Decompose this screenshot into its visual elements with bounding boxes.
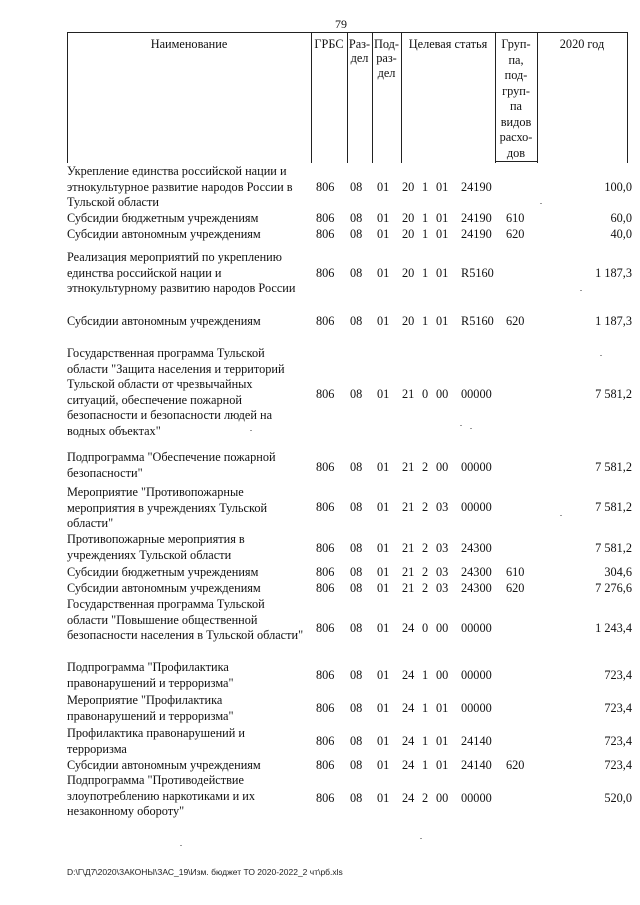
row-podrazdel: 01 [377, 180, 390, 194]
row-amount: 723,4 [604, 758, 632, 772]
row-group: 620 [506, 227, 525, 241]
row-grbs: 806 [316, 581, 335, 595]
row-target-event: 01 [436, 266, 449, 280]
row-target-program: 24 [402, 758, 415, 772]
row-name: Субсидии автономным учреждениям [67, 227, 261, 241]
row-target-sub: 1 [422, 180, 429, 194]
row-target-code: 24300 [461, 541, 492, 555]
row-target-code: 00000 [461, 500, 492, 514]
row-podrazdel: 01 [377, 701, 390, 715]
row-amount: 100,0 [604, 180, 632, 194]
header-razdel: Раз- дел [348, 37, 371, 66]
row-target-program: 24 [402, 791, 415, 805]
row-target-code: 00000 [461, 621, 492, 635]
header-name: Наименование [150, 37, 228, 51]
row-target-sub: 2 [422, 565, 429, 579]
row-name: Субсидии бюджетным учреждениям [67, 211, 259, 225]
row-target-code: 00000 [461, 387, 492, 401]
row-razdel: 08 [350, 387, 363, 401]
header-grbs: ГРБС [314, 37, 344, 51]
row-podrazdel: 01 [377, 581, 390, 595]
row-razdel: 08 [350, 180, 363, 194]
row-grbs: 806 [316, 314, 335, 328]
header-podrazdel: Под- раз- дел [373, 37, 400, 80]
row-target-event: 01 [436, 734, 449, 748]
row-amount: 7 276,6 [595, 581, 632, 595]
row-target-code: 00000 [461, 668, 492, 682]
row-target-code: 24140 [461, 758, 492, 772]
row-name: Государственная программа Тульской области "Повышение общественной безопасности населения в Тульской области" [67, 597, 304, 643]
row-grbs: 806 [316, 734, 335, 748]
row-target-sub: 2 [422, 791, 429, 805]
row-target-sub: 1 [422, 314, 429, 328]
row-amount: 7 581,2 [595, 500, 632, 514]
row-name: Субсидии бюджетным учреждениям [67, 565, 259, 579]
row-razdel: 08 [350, 734, 363, 748]
row-podrazdel: 01 [377, 460, 390, 474]
row-target-sub: 0 [422, 387, 429, 401]
row-razdel: 08 [350, 621, 363, 635]
row-target-event: 03 [436, 541, 449, 555]
row-razdel: 08 [350, 500, 363, 514]
row-amount: 304,6 [604, 565, 632, 579]
row-amount: 723,4 [604, 668, 632, 682]
row-podrazdel: 01 [377, 266, 390, 280]
row-name: Субсидии автономным учреждениям [67, 314, 261, 328]
row-razdel: 08 [350, 565, 363, 579]
row-target-program: 20 [402, 180, 415, 194]
row-target-sub: 2 [422, 460, 429, 474]
row-amount: 7 581,2 [595, 387, 632, 401]
row-target-event: 01 [436, 180, 449, 194]
row-target-program: 20 [402, 227, 415, 241]
row-grbs: 806 [316, 668, 335, 682]
row-podrazdel: 01 [377, 734, 390, 748]
row-group: 620 [506, 758, 525, 772]
row-target-sub: 0 [422, 621, 429, 635]
row-group: 610 [506, 211, 525, 225]
row-target-event: 03 [436, 565, 449, 579]
row-razdel: 08 [350, 541, 363, 555]
row-amount: 723,4 [604, 701, 632, 715]
row-target-program: 21 [402, 565, 415, 579]
row-target-program: 24 [402, 668, 415, 682]
row-podrazdel: 01 [377, 211, 390, 225]
row-target-event: 00 [436, 621, 449, 635]
row-target-program: 21 [402, 541, 415, 555]
row-podrazdel: 01 [377, 500, 390, 514]
row-target-sub: 1 [422, 758, 429, 772]
row-razdel: 08 [350, 758, 363, 772]
row-target-code: 00000 [461, 701, 492, 715]
row-razdel: 08 [350, 460, 363, 474]
row-target-event: 00 [436, 668, 449, 682]
row-target-sub: 2 [422, 581, 429, 595]
row-podrazdel: 01 [377, 565, 390, 579]
row-amount: 1 187,3 [595, 266, 632, 280]
row-target-code: R5160 [461, 266, 494, 280]
row-target-event: 03 [436, 581, 449, 595]
row-podrazdel: 01 [377, 387, 390, 401]
row-name: Мероприятие "Противопожарные мероприятия в учреждениях Тульской области" [67, 485, 268, 531]
row-amount: 7 581,2 [595, 460, 632, 474]
page-number: 79 [335, 17, 347, 31]
row-amount: 1 187,3 [595, 314, 632, 328]
row-razdel: 08 [350, 791, 363, 805]
row-grbs: 806 [316, 791, 335, 805]
row-target-code: R5160 [461, 314, 494, 328]
row-target-sub: 2 [422, 500, 429, 514]
row-target-program: 20 [402, 211, 415, 225]
row-target-program: 24 [402, 701, 415, 715]
row-name: Подпрограмма "Профилактика правонарушений и терроризма" [67, 660, 234, 690]
row-target-event: 00 [436, 791, 449, 805]
row-razdel: 08 [350, 581, 363, 595]
row-podrazdel: 01 [377, 541, 390, 555]
header-target: Целевая статья [408, 37, 488, 51]
row-name: Субсидии автономным учреждениям [67, 758, 261, 772]
row-target-program: 21 [402, 387, 415, 401]
row-group: 620 [506, 314, 525, 328]
row-target-event: 00 [436, 387, 449, 401]
row-target-code: 24190 [461, 180, 492, 194]
row-target-program: 24 [402, 734, 415, 748]
row-target-sub: 1 [422, 668, 429, 682]
row-grbs: 806 [316, 211, 335, 225]
row-name: Мероприятие "Профилактика правонарушений и терроризма" [67, 693, 234, 723]
row-target-code: 00000 [461, 460, 492, 474]
row-name: Реализация мероприятий по укреплению единства российской нации и этнокультурному развитию народов России [67, 250, 296, 296]
row-target-program: 20 [402, 314, 415, 328]
row-target-sub: 1 [422, 227, 429, 241]
row-amount: 60,0 [610, 211, 632, 225]
row-target-program: 21 [402, 460, 415, 474]
row-grbs: 806 [316, 500, 335, 514]
row-podrazdel: 01 [377, 314, 390, 328]
row-target-event: 03 [436, 500, 449, 514]
row-podrazdel: 01 [377, 621, 390, 635]
row-amount: 7 581,2 [595, 541, 632, 555]
row-target-code: 24140 [461, 734, 492, 748]
header-group: Груп- па, под- груп- па видов расхо- дов [499, 37, 533, 160]
row-target-event: 01 [436, 314, 449, 328]
row-podrazdel: 01 [377, 668, 390, 682]
row-target-sub: 1 [422, 701, 429, 715]
row-razdel: 08 [350, 211, 363, 225]
row-razdel: 08 [350, 227, 363, 241]
row-target-code: 24190 [461, 211, 492, 225]
row-name: Подпрограмма "Противодействие злоупотреблению наркотиками и их незаконному обороту" [67, 773, 256, 819]
row-amount: 723,4 [604, 734, 632, 748]
row-name: Противопожарные мероприятия в учреждениях Тульской области [67, 532, 245, 562]
row-target-program: 20 [402, 266, 415, 280]
row-target-code: 24300 [461, 565, 492, 579]
row-name: Субсидии автономным учреждениям [67, 581, 261, 595]
row-razdel: 08 [350, 668, 363, 682]
row-grbs: 806 [316, 266, 335, 280]
row-target-sub: 1 [422, 266, 429, 280]
row-name: Укрепление единства российской нации и этнокультурное развитие народов России в Тульской области [67, 164, 293, 210]
row-podrazdel: 01 [377, 791, 390, 805]
row-target-program: 21 [402, 581, 415, 595]
row-grbs: 806 [316, 701, 335, 715]
row-target-program: 24 [402, 621, 415, 635]
row-target-event: 01 [436, 211, 449, 225]
row-grbs: 806 [316, 460, 335, 474]
row-target-event: 00 [436, 460, 449, 474]
row-target-code: 00000 [461, 791, 492, 805]
row-amount: 40,0 [610, 227, 632, 241]
row-name: Профилактика правонарушений и терроризма [67, 726, 245, 756]
row-amount: 1 243,4 [595, 621, 632, 635]
row-target-sub: 1 [422, 211, 429, 225]
file-path-footer: D:\Г\Д7\2020\ЗАКОНЫ\ЗАС_19\Изм. бюджет ТО 2020-2022_2 чт\рб.xls [67, 867, 343, 877]
row-razdel: 08 [350, 314, 363, 328]
row-target-sub: 1 [422, 734, 429, 748]
row-grbs: 806 [316, 227, 335, 241]
row-grbs: 806 [316, 621, 335, 635]
row-amount: 520,0 [604, 791, 632, 805]
row-podrazdel: 01 [377, 227, 390, 241]
row-grbs: 806 [316, 180, 335, 194]
header-year: 2020 год [559, 37, 605, 51]
row-target-program: 21 [402, 500, 415, 514]
row-name: Подпрограмма "Обеспечение пожарной безопасности" [67, 450, 276, 480]
row-target-event: 01 [436, 701, 449, 715]
row-target-code: 24300 [461, 581, 492, 595]
row-target-code: 24190 [461, 227, 492, 241]
row-group: 610 [506, 565, 525, 579]
row-grbs: 806 [316, 541, 335, 555]
row-target-event: 01 [436, 227, 449, 241]
row-razdel: 08 [350, 701, 363, 715]
row-group: 620 [506, 581, 525, 595]
row-target-sub: 2 [422, 541, 429, 555]
row-razdel: 08 [350, 266, 363, 280]
row-grbs: 806 [316, 387, 335, 401]
row-target-event: 01 [436, 758, 449, 772]
row-name: Государственная программа Тульской области "Защита населения и территорий Тульской области от чрезвычайных ситуаций, обеспечение пожарной безопасности и безопасности людей на водных объектах" [67, 346, 285, 438]
row-podrazdel: 01 [377, 758, 390, 772]
row-grbs: 806 [316, 565, 335, 579]
row-grbs: 806 [316, 758, 335, 772]
